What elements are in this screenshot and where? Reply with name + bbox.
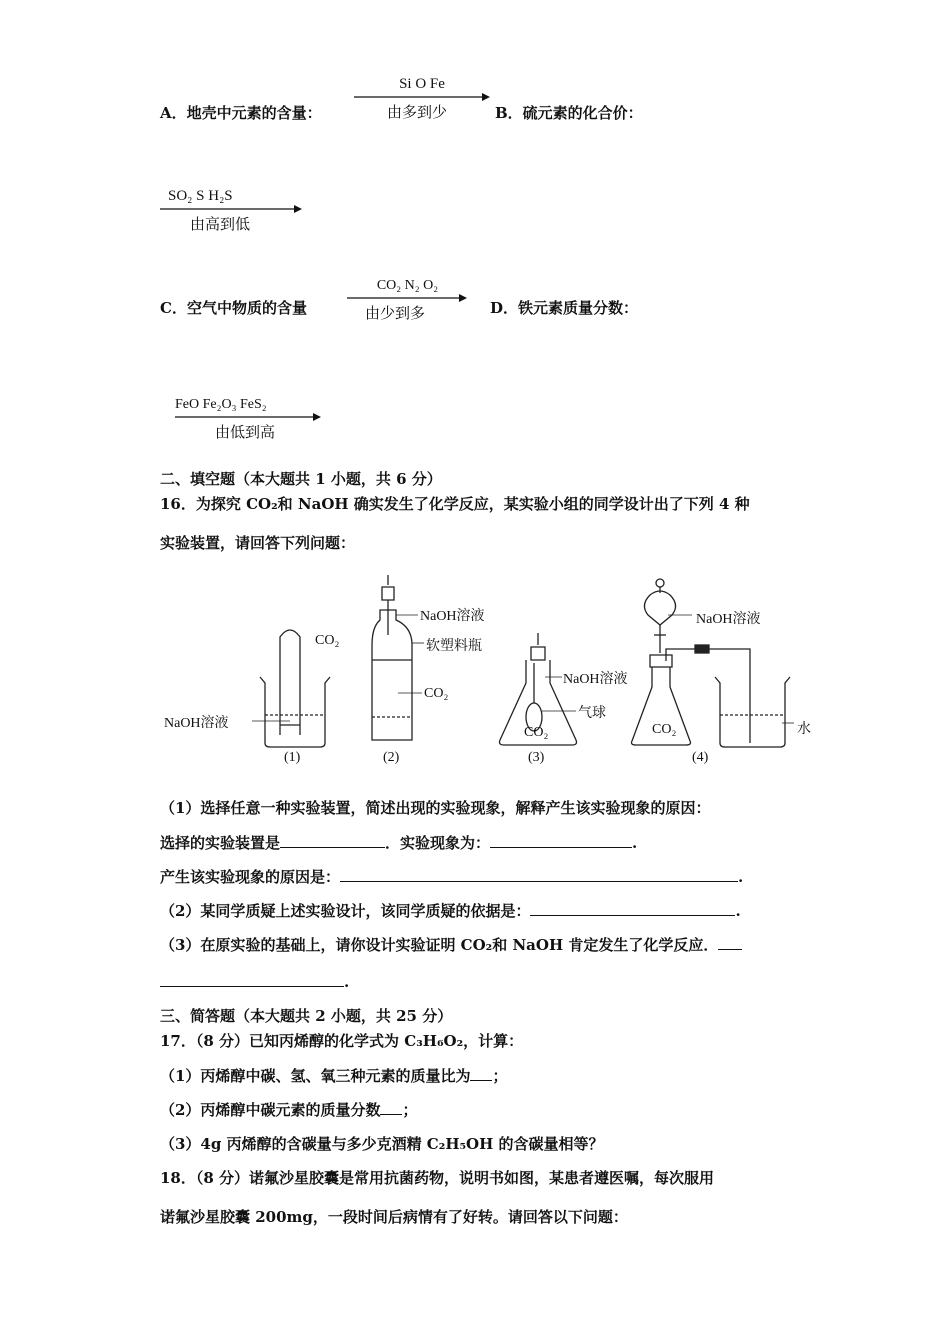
arrow-icon: [160, 205, 305, 213]
q18-line-2: 诺氟沙星胶囊 200mg，一段时间后病情有了好转。请回答以下问题：: [160, 1208, 628, 1226]
rubber-connector: [695, 645, 709, 653]
q18-line-1: 18．（8 分）诺氟沙星胶囊是常用抗菌药物，说明书如图，某患者遵医嘱，每次服用: [160, 1169, 715, 1187]
q16-part3-prompt: （3）在原实验的基础上，请你设计实验证明 CO₂和 NaOH 肯定发生了化学反应．: [160, 936, 719, 954]
q16-part1-prompt: （1）选择任意一种实验装置，简述出现的实验现象，解释产生该实验现象的原因：: [160, 799, 711, 817]
option-d-arrow: [175, 397, 325, 442]
q16-phenomenon-label: ．实验现象为：: [385, 834, 491, 852]
fig-label-co2-1: CO₂: [315, 633, 340, 648]
q16-part3-line: [160, 935, 742, 955]
carbon-fraction-blank[interactable]: [380, 1100, 402, 1115]
section-3-heading: 三、简答题（本大题共 2 小题，共 25 分）: [160, 1007, 453, 1025]
q17-part1: （1）丙烯醇中碳、氢、氧三种元素的质量比为 ；: [160, 1067, 508, 1085]
q17-part2: （2）丙烯醇中碳元素的质量分数 ；: [160, 1101, 418, 1119]
option-d-sequence: FeO Fe₂O₃ FeS₂: [175, 397, 267, 412]
separatory-funnel: [644, 587, 675, 625]
fig-label-naoh-3: NaOH溶液: [563, 672, 628, 687]
fig-label-naoh-1: NaOH溶液: [164, 716, 229, 731]
delivery-tube: [666, 649, 750, 743]
option-a-label: A．地壳中元素的含量：: [160, 104, 322, 122]
q16-part3-continued: .: [160, 972, 349, 992]
phenomenon-blank[interactable]: [490, 833, 632, 848]
q16-part2-label: （2）某同学质疑上述实验设计，该同学质疑的依据是：: [160, 902, 531, 920]
option-d-label: D．铁元素质量分数：: [490, 299, 639, 317]
option-b-arrow: [160, 188, 305, 234]
q16-apparatus-label: 选择的实验装置是: [160, 834, 281, 852]
option-c-arrow: [345, 278, 470, 323]
q16-part1-line: 选择的实验装置是 ．实验现象为： .: [160, 834, 638, 852]
q17-stem: 17．（8 分）已知丙烯醇的化学式为 C₃H₆O₂，计算：: [160, 1032, 524, 1050]
fig-caption-2: (2): [383, 750, 400, 765]
design-blank[interactable]: [160, 972, 344, 987]
option-a-sequence: Si O Fe: [399, 76, 445, 92]
fig-label-naoh-4: NaOH溶液: [696, 612, 761, 627]
arrow-icon: [345, 294, 470, 302]
option-a-order: 由多到少: [386, 103, 447, 121]
arrow-icon: [352, 93, 492, 101]
fig-label-co2-2: CO₂: [424, 686, 449, 701]
fig-caption-3: (3): [528, 750, 545, 765]
section-2-heading: 二、填空题（本大题共 1 小题，共 6 分）: [160, 470, 442, 488]
apparatus-blank[interactable]: [280, 833, 385, 848]
option-b-order: 由高到低: [189, 215, 250, 233]
q16-line-1: 16．为探究 CO₂和 NaOH 确实发生了化学反应，某实验小组的同学设计出了下列 4 种: [160, 495, 750, 513]
funnel-stopper: [656, 579, 664, 587]
fig-label-co2-3: CO₂: [524, 725, 549, 740]
fig-label-naoh-2: NaOH溶液: [420, 609, 485, 624]
dropper-2: [382, 575, 394, 600]
reason-blank[interactable]: [340, 867, 738, 882]
fig-caption-1: (1): [284, 750, 301, 765]
fig-label-bottle: 软塑料瓶: [426, 639, 482, 654]
q16-line-2: 实验装置，请回答下列问题：: [160, 534, 356, 552]
option-d-order: 由低到高: [214, 423, 275, 441]
dropper-3: [531, 633, 545, 660]
mass-ratio-blank[interactable]: [470, 1066, 492, 1081]
option-b-sequence: SO₂ S H₂S: [168, 188, 233, 204]
beaker-4: [715, 677, 790, 747]
q16-reason-line: 产生该实验现象的原因是： .: [160, 868, 744, 886]
option-c-sequence: CO₂ N₂ O₂: [376, 278, 439, 293]
option-b-label: B．硫元素的化合价：: [495, 104, 643, 122]
doubt-basis-blank[interactable]: [530, 901, 735, 916]
fig-label-balloon: 气球: [578, 706, 606, 721]
option-c-label: C．空气中物质的含量: [160, 299, 307, 317]
q17-part3: （3）4g 丙烯醇的含碳量与多少克酒精 C₂H₅OH 的含碳量相等？: [160, 1135, 604, 1153]
fig-caption-4: (4): [692, 750, 709, 765]
experiment-figure: [160, 565, 820, 775]
fig-label-water: 水: [797, 722, 811, 737]
q16-reason-label: 产生该实验现象的原因是：: [160, 868, 341, 886]
plastic-bottle: [372, 610, 412, 740]
fig-label-co2-4: CO₂: [652, 722, 677, 737]
design-blank-start[interactable]: [718, 935, 742, 950]
option-c-order: 由少到多: [364, 304, 425, 322]
option-a-arrow: [352, 76, 492, 122]
arrow-icon: [175, 413, 325, 421]
beaker-1: [260, 677, 330, 747]
test-tube: [280, 630, 300, 735]
q16-part2-line: （2）某同学质疑上述实验设计，该同学质疑的依据是： .: [160, 902, 741, 920]
